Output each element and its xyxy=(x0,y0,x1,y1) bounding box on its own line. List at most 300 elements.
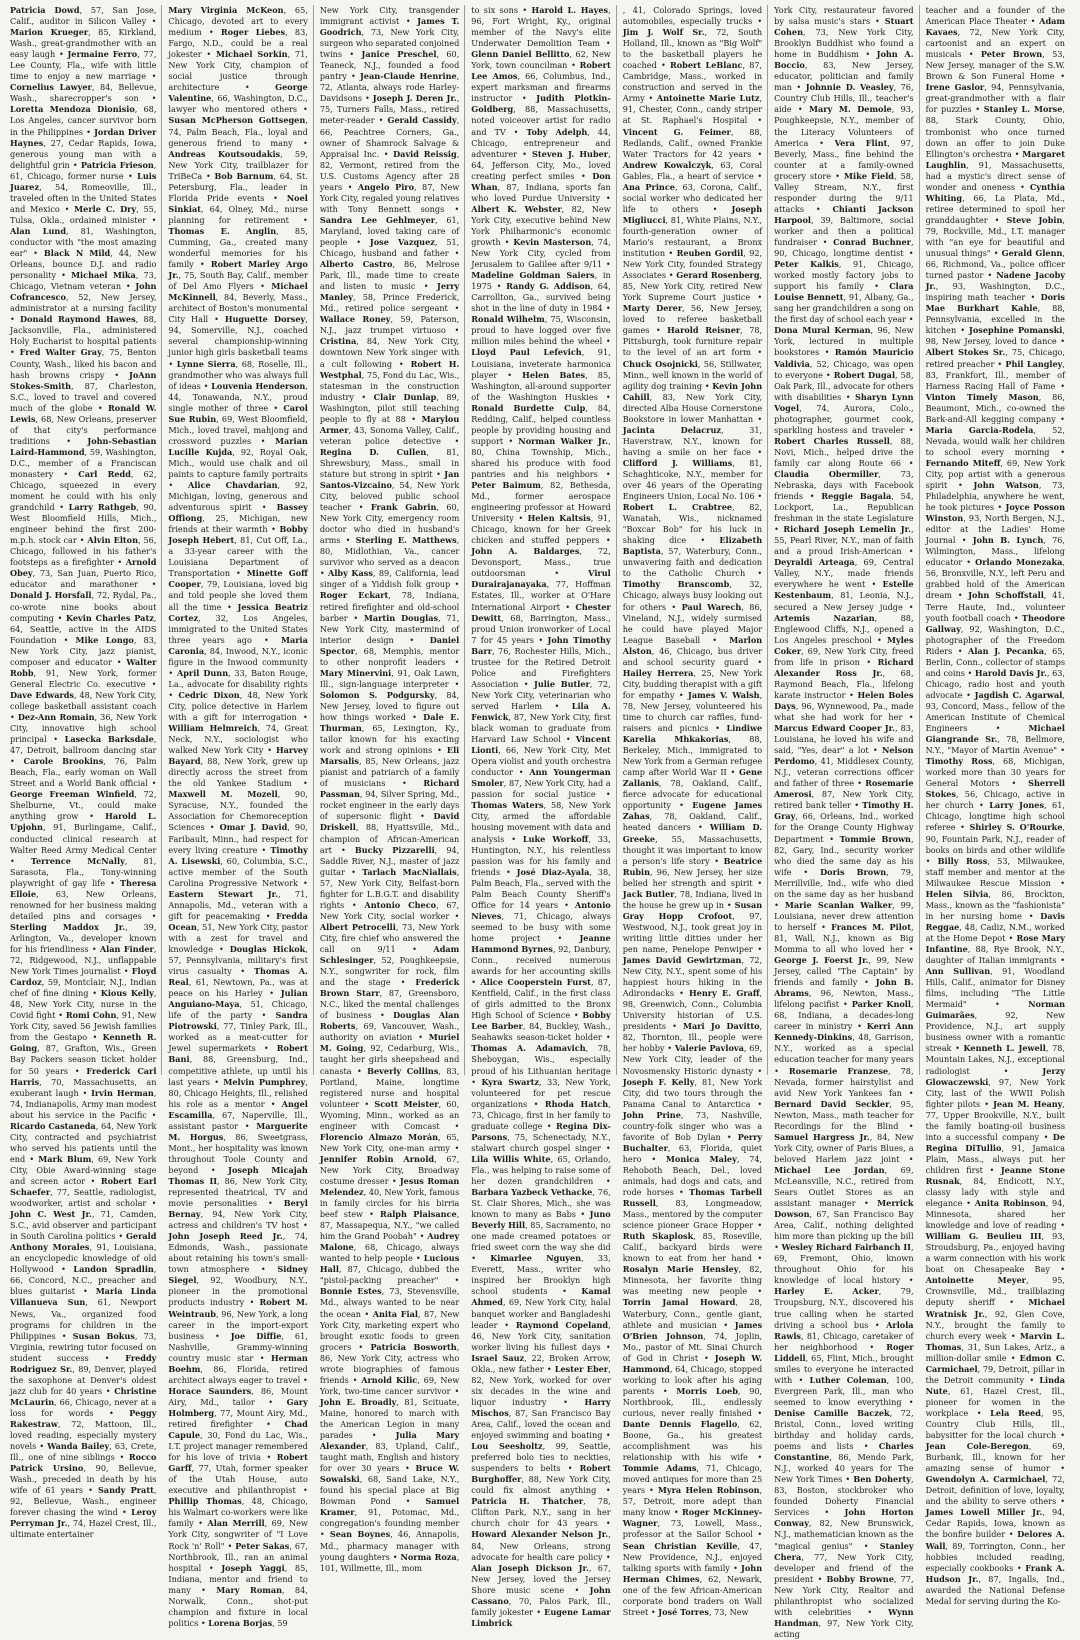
person-description: , 79, Troupsburg, N.Y., discovered his true calling when he started driving a school bus xyxy=(774,1286,914,1330)
person-name: Perry Buchalter xyxy=(622,1131,763,1153)
person-name: Daniel Spector xyxy=(319,634,460,656)
entry-separator: • xyxy=(237,1120,257,1131)
person-description: , 55, Pearl River, N.Y., man of faith and a proud Irish-American xyxy=(774,524,914,557)
column-text xyxy=(320,5,459,1574)
person-name: Phil Langley xyxy=(1005,358,1063,369)
entry-separator: • xyxy=(752,16,763,27)
person-name: Terrence McNally xyxy=(30,855,125,866)
person-description: , 83, Upland, Calif., taught math, English and history for over 30 years xyxy=(319,1441,460,1474)
entry-separator: • xyxy=(137,579,157,590)
person-name: Jean-Claude Henrine xyxy=(359,71,457,82)
entry-separator: • xyxy=(448,248,460,259)
person-description: , 74, Hazel Crest, Ill., ultimate entertainer xyxy=(10,1518,157,1540)
person-description: , 90, Northbrook, Ill., endlessly curious, never really finished xyxy=(622,1385,763,1418)
person-name: Joseph J. Deren Jr. xyxy=(372,93,457,104)
entry-separator: • xyxy=(75,1286,96,1297)
person-description: , 78, Indiana, retired firefighter and old-school barber xyxy=(319,590,460,623)
text-column-2 xyxy=(161,5,312,1628)
person-description: , 83, New Jersey, educator, politician and family man xyxy=(774,60,914,93)
entry-separator: • xyxy=(901,457,914,468)
person-name: Arnold Kilic xyxy=(361,1374,418,1385)
entry-separator: • xyxy=(666,1021,683,1032)
entry-separator: • xyxy=(85,1175,101,1186)
person-name: Alvin Elton xyxy=(87,535,139,546)
person-description: , 78, Pittsburgh, took furniture repair to the level of an art form xyxy=(622,325,763,358)
person-name: Marty Derer xyxy=(622,303,683,314)
person-name: Valerie Pavlova xyxy=(674,1043,744,1054)
person-description: , 73, Nebraska, days with Facebook friends xyxy=(774,468,914,502)
person-name: William G. Beulieu III xyxy=(925,1231,1042,1242)
person-description: , 76, Palm Beach, Fla., early woman on Wall Street and a World Bank official xyxy=(10,756,157,789)
entry-separator: • xyxy=(709,855,724,866)
entry-separator: • xyxy=(351,1065,368,1076)
person-name: David Reissig xyxy=(393,148,457,159)
person-name: Solomon S. Podgursky xyxy=(319,689,435,700)
entry-separator: • xyxy=(449,1142,460,1153)
entry-separator: • xyxy=(999,778,1029,789)
person-name: Eugene Lamar Limbrick xyxy=(471,1606,611,1628)
entry-separator: • xyxy=(599,535,611,546)
person-name: Wanda Bailey xyxy=(47,1441,110,1452)
person-description: , 52, New Jersey, administrator at a nursing facility xyxy=(10,292,157,314)
entry-separator: • xyxy=(297,104,308,115)
person-description: , 66, Columbus, Ind., expert marksman and firearms instructor xyxy=(471,71,611,104)
entry-separator: • xyxy=(268,402,284,413)
person-name: Sharyn Lynn Vogel xyxy=(774,391,914,413)
person-description: , 89, Denver, played the saxophone at Denver's oldest jazz club for 40 years xyxy=(10,1363,157,1396)
person-description: , 70, Massachusetts, an exuberant laugh xyxy=(10,1076,157,1098)
person-description: , 72, Ridgewood, N.J., unflappable New York Times journalist xyxy=(10,943,157,977)
person-name: Vincent G. Feimer xyxy=(622,126,731,137)
person-description: , 69, Central Valley, N.Y., made friends everywhere he went xyxy=(774,557,914,590)
person-name: Parker Knoll xyxy=(851,999,911,1010)
entry-separator: • xyxy=(297,877,308,888)
entry-separator: • xyxy=(547,1286,582,1297)
person-name: Michael Sorkin xyxy=(215,49,288,60)
person-description: , 51, Chicago, husband and father xyxy=(319,236,460,259)
entry-separator: • xyxy=(600,1341,611,1352)
person-description: , 62, New York, town councilman xyxy=(471,49,611,71)
entry-separator: • xyxy=(1026,16,1040,27)
person-name: Stanley Chera xyxy=(774,1540,914,1562)
person-name: Sandra Lee Gehlmeyer xyxy=(319,214,436,225)
person-description: , 86, Mendo Park, N.J., worked 40 years for The New York Times xyxy=(774,1452,914,1485)
person-description: , 84, New York City, owner of Paris Blues, a beloved Harlem jazz joint xyxy=(774,1131,914,1164)
person-description: , 96, Wynnewood, Pa., made what she had work for her xyxy=(774,700,914,722)
person-name: Arnold Obey xyxy=(10,557,157,579)
person-description: , 97, Westwood, N.J., took great joy in writing little ditties under her pen name, Penelope Penwiper xyxy=(622,910,763,954)
entry-separator: • xyxy=(1015,181,1030,192)
entry-separator: • xyxy=(1021,910,1041,921)
person-description: , 75, Chicago, retired preacher xyxy=(925,347,1065,369)
entry-separator: • xyxy=(56,270,72,281)
entry-separator: • xyxy=(903,943,914,954)
entry-separator: • xyxy=(1056,1220,1065,1231)
person-description: , 91, Albany, Ga., sang her grandchildren a song on the first day of school each year xyxy=(774,292,914,325)
person-name: José Diaz-Ayala xyxy=(516,866,590,877)
person-description: , 64, Jefferson City, Mo., loved creating perfect smiles xyxy=(471,148,611,181)
entry-separator: • xyxy=(982,1164,1001,1175)
person-name: Carl Redd xyxy=(78,468,131,479)
entry-separator: • xyxy=(121,281,136,292)
person-description: , 33, Huntington, N.Y., his relentless passion was for his family and friends xyxy=(471,833,611,877)
entry-separator: • xyxy=(853,1441,879,1452)
person-name: Cornelius Lawyer xyxy=(10,82,92,93)
entry-separator: • xyxy=(597,468,611,479)
person-name: Regina Dix-Parsons xyxy=(471,1120,611,1142)
entry-separator: • xyxy=(990,248,1002,259)
person-description: , 54, Romeoville, Ill., traveled often in the United States and Mexico xyxy=(10,181,157,214)
person-description: , 79, Detroit, pillar in the Detroit community xyxy=(925,1363,1065,1385)
obituary-entry xyxy=(320,668,459,689)
person-description: , 33, Everett, Mass., writer who inspired her Brooklyn high school students xyxy=(471,1253,611,1297)
entry-separator: • xyxy=(145,678,157,689)
person-description: , 25, New York City, budding therapist with a gift for empathy xyxy=(622,667,763,700)
person-name: Bobby Joseph Hebert xyxy=(168,524,308,546)
entry-separator: • xyxy=(546,1396,585,1407)
entry-separator: • xyxy=(839,999,852,1010)
person-description: , 93, Stroudsburg, Pa., enjoyed having a warm connection with his work boat on Chesapeake Bay xyxy=(925,1231,1066,1275)
person-description: , 67, New York City, Broadway costume dresser xyxy=(319,1153,460,1186)
person-name: Lynne Sierra xyxy=(176,358,236,369)
person-description: , 39, Baltimore, social worker and then a political fundraiser xyxy=(774,214,914,247)
person-description: , 86, Mount Airy, Md., tailor xyxy=(168,1385,308,1407)
person-name: Toby Adelph xyxy=(526,126,588,137)
person-name: Chester Dewitt xyxy=(471,601,611,623)
person-name: George Freeman Winfield xyxy=(10,789,135,800)
person-description: , 48, New York City, police detective in Harlem with a gift for interrogation xyxy=(168,689,308,722)
entry-separator: • xyxy=(201,1562,222,1573)
person-description: , 63, Coral Gables, Fla., a heart of service xyxy=(622,159,763,181)
person-description: , 81, Shrewsbury, Mass., small in stature but strong in spirit xyxy=(319,446,460,479)
person-description: , 92, Woodbury, N.Y., pioneer in the promotional products industry xyxy=(168,1275,308,1308)
person-description: , 87, Charleston, S.C., loved to travel and covered much of the globe xyxy=(10,380,157,413)
person-description: , 66, Chicago, never at a loss for words xyxy=(10,1396,157,1418)
person-description: , 61, Newport News, Va., organized food programs for children in the Philippines xyxy=(10,1297,157,1341)
entry-separator: • xyxy=(851,800,863,811)
person-name: Joseph Yaggi xyxy=(221,1562,285,1573)
entry-separator: • xyxy=(257,1198,284,1209)
entry-separator: • xyxy=(1013,1562,1026,1573)
person-description: , 66, Washington, D.C., lawyer who mentored others xyxy=(168,93,308,115)
person-name: Norman Walker Jr. xyxy=(518,435,609,446)
person-description: , 82, New York City, executive behind New York Philharmonic's economic growth xyxy=(471,203,611,247)
person-name: Denise Camille Baczek xyxy=(774,1407,890,1418)
entry-separator: • xyxy=(374,115,388,126)
person-description: , 59, Montclair, N.J., Indian chef of fine dining xyxy=(10,977,157,999)
person-description: , 60, Columbia, S.C., active member of the South Carolina Progressive Network xyxy=(168,855,308,888)
entry-separator: • xyxy=(53,1264,74,1275)
entry-separator: • xyxy=(644,93,657,104)
obituary-entry xyxy=(471,1043,610,1075)
entry-separator: • xyxy=(745,568,763,579)
entry-separator: • xyxy=(574,170,593,181)
person-name: Clara Louise Bennett xyxy=(774,281,914,303)
person-description: , 62, Boone, Ga., his greatest accomplishment was his relationship with his wife xyxy=(622,1419,763,1463)
person-description: , 87, New York City, had a passion for social justice xyxy=(471,778,611,800)
person-description: , 66, New York City, Met Opera violist and youth orchestra conductor xyxy=(471,745,611,778)
person-description: , 72, Devonsport, Mass., true outdoorsman xyxy=(471,546,611,579)
entry-separator: • xyxy=(857,977,876,988)
person-description: , 66, Peachtree Corners, Ga., owner of Shamrock Salvage & Appraisal Inc. xyxy=(319,115,460,159)
entry-separator: • xyxy=(750,292,763,303)
person-name: Melvin Pumphrey xyxy=(223,1076,306,1087)
person-name: Timothy Ross xyxy=(925,756,993,767)
person-description: , 65, Orlando, Fla., was helping to raise some of her dozen grandchildren xyxy=(471,1153,611,1186)
person-name: Antonio Nieves xyxy=(471,899,611,921)
person-description: , 85, Sacramento, no one made creamed potatoes or fried sweet corn the way she did xyxy=(471,1220,611,1253)
obituary-entry xyxy=(623,1231,762,1263)
person-description: , 88, Englewood Cliffs, N.J., opened a Los Angeles preschool xyxy=(774,612,914,645)
person-name: Douglas Alan Roberts xyxy=(319,1010,460,1032)
person-description: , 64, St. Petersburg, Fla., leader in Florida Pride events xyxy=(168,170,308,203)
person-name: Roger Liddell xyxy=(774,1341,914,1363)
entry-separator: • xyxy=(720,1131,738,1142)
text-column-6 xyxy=(767,5,918,1639)
entry-separator: • xyxy=(440,435,460,446)
person-name: Mary Roman xyxy=(216,1584,283,1595)
entry-separator: • xyxy=(952,645,969,656)
entry-separator: • xyxy=(354,391,374,402)
entry-separator: • xyxy=(845,689,858,700)
person-name: Jesus Roman Melendez xyxy=(319,1175,460,1198)
entry-separator: • xyxy=(593,1175,611,1186)
person-name: Jean M. Heany xyxy=(993,1098,1063,1109)
person-description: , 91, New York, former General Electric Co. executive xyxy=(10,667,157,689)
person-name: Albert K. Webster xyxy=(471,203,562,214)
person-name: Israel Sauz xyxy=(471,1352,525,1363)
entry-separator: • xyxy=(813,1573,827,1584)
person-description: , 61, Hazel Crest, Ill., pioneer for women in the workplace xyxy=(925,1385,1065,1418)
person-name: Mari Jo Davitto xyxy=(682,1021,760,1032)
person-description: , 46, Annapolis, Md., pharmacy manager with young daughters xyxy=(319,1529,460,1562)
entry-separator: • xyxy=(432,468,445,479)
person-name: Clair Dunlap xyxy=(373,391,437,402)
person-name: Nadene Jacoby Jr. xyxy=(925,270,1065,292)
person-description: , 83, Frankfort, Ill., member of Harness Racing Hall of Fame xyxy=(925,358,1065,391)
person-name: April Dunn xyxy=(176,667,229,678)
person-description: , 73, New York City, surgeon who separated conjoined twins xyxy=(319,27,460,60)
person-name: Walter Robb xyxy=(10,656,157,678)
person-description: , 91, Chicago, known for her Greek chicken and stuffed peppers xyxy=(471,513,611,546)
person-name: Gary Holmberg xyxy=(168,1396,308,1418)
person-description: , 41, Middlesex County, N.J., veteran corrections officer and father of three xyxy=(774,756,914,789)
person-description: , 77, Utah, former speaker of the Utah House, auto executive and philanthropist xyxy=(168,1463,308,1496)
person-description: , 40, New York, famous in family circles for his birria beef stew xyxy=(319,1187,460,1220)
person-name: Huguette Dorsey xyxy=(224,314,306,325)
entry-separator: • xyxy=(342,181,358,192)
person-description: , 61, Nashville, Grammy-winning country music star xyxy=(168,1330,308,1363)
entry-separator: • xyxy=(450,1385,460,1396)
person-description: , 94, Pennsylvania, great-grandmother with a flair for puzzles xyxy=(925,82,1065,115)
person-description: , 73, Virginia, rewiring tutor focused on student success xyxy=(10,1330,157,1363)
person-description: , 76, St. Clair Shores, Mich., she was known to many as Babs xyxy=(471,1187,611,1220)
person-description: , 71, Chicago, always seemed to be busy with some home project xyxy=(471,910,611,943)
person-name: Delores A. Wall xyxy=(925,1529,1065,1551)
entry-separator: • xyxy=(347,236,370,247)
entry-separator: • xyxy=(901,1396,914,1407)
column-text xyxy=(168,5,307,1629)
person-name: Mike Longo xyxy=(75,634,134,645)
person-name: John Watson xyxy=(973,480,1039,491)
entry-separator: • xyxy=(392,358,411,369)
person-description: , 31, Haverstraw, N.Y., known for having a smile on her face xyxy=(622,424,763,457)
entry-separator: • xyxy=(1056,955,1065,966)
person-name: Rose Mary Infantine xyxy=(925,932,1065,954)
entry-separator: • xyxy=(193,1518,208,1529)
entry-separator: • xyxy=(753,170,763,181)
person-description: , 60, Wyoming, Minn., worked as an engineer with Comcast xyxy=(319,1098,460,1131)
person-name: Ramón Mauricio Valdivia xyxy=(774,347,914,369)
person-description: , 65, New York City, one-man army xyxy=(319,1131,460,1153)
entry-separator: • xyxy=(260,910,277,921)
entry-separator: • xyxy=(146,16,157,27)
entry-separator: • xyxy=(649,325,668,336)
person-description: , 91, Jamaica Plain, Mass., always put her children first xyxy=(925,1142,1065,1175)
person-name: Marian Lucille Kujda xyxy=(168,435,308,457)
person-description: , 93, North Bergen, N.J., editor at the Ladies' Home Journal xyxy=(925,513,1065,546)
person-name: Leroy Perryman Jr. xyxy=(10,1507,157,1529)
person-description: , 61, Chicago, longtime high school referee xyxy=(925,800,1065,833)
entry-separator: • xyxy=(288,214,308,225)
person-description: , 65, Lexington, Ky., tailor known for his exacting work and strong opinions xyxy=(319,723,460,756)
person-name: Sandra Piotrowski xyxy=(168,1010,308,1032)
person-name: Angelo Piro xyxy=(357,181,415,192)
entry-separator: • xyxy=(471,977,481,988)
person-name: Antoinette Marie Lutz xyxy=(656,93,760,104)
person-name: Arlola Rawls xyxy=(774,1319,914,1341)
person-description: , 87, Kentfield, Calif., in the first class of girls admitted to the Bronx High School of Science xyxy=(471,977,611,1021)
entry-separator: • xyxy=(69,159,81,170)
person-name: Dale E. Thurman xyxy=(319,712,460,734)
obituary-entry xyxy=(926,425,1065,457)
entry-separator: • xyxy=(1005,1529,1018,1540)
entry-separator: • xyxy=(527,1098,545,1109)
obituary-entry xyxy=(623,5,762,26)
entry-separator: • xyxy=(115,1231,126,1242)
person-name: Mark Blum xyxy=(38,1153,92,1164)
entry-separator: • xyxy=(1054,71,1065,82)
person-description: , 27, Cedar Rapids, Iowa, generous young man with a delightful grin xyxy=(10,137,157,170)
entry-separator: • xyxy=(955,535,973,546)
entry-separator: • xyxy=(747,1452,763,1463)
person-name: Sterling E. Matthews xyxy=(355,535,457,546)
entry-separator: • xyxy=(791,104,810,115)
obituary-entry xyxy=(774,436,913,468)
person-description: , 69, West Bloomfield, Mich., loved travel, mahjong and crossword puzzles xyxy=(168,413,308,446)
person-name: Jerry Manley xyxy=(319,281,460,303)
person-description: , 48, Garrison, N.Y., worked as a special education teacher for many years xyxy=(774,1032,914,1065)
entry-separator: • xyxy=(791,866,821,877)
person-description: , 48, New York City, nurse in the Covid fight xyxy=(10,988,157,1021)
column-text xyxy=(774,5,913,1640)
person-description: , 100, Evergreen Park, Ill., man who seemed to know everything xyxy=(774,1374,914,1407)
entry-separator: • xyxy=(1056,1430,1065,1441)
person-description: , 68, Memphis, mentor to other nonprofit leaders xyxy=(319,645,460,667)
entry-separator: • xyxy=(360,1308,373,1319)
text-column-7 xyxy=(919,5,1070,1606)
entry-separator: • xyxy=(379,148,394,159)
person-name: Rocco Patrick Ursino xyxy=(10,1452,157,1474)
person-name: James V. Walsh xyxy=(687,689,760,700)
person-name: Kamal Ahmed xyxy=(471,1286,611,1308)
person-description: , 95, Newton, Mass., math teacher for Recordings for the Blind xyxy=(774,1098,914,1131)
obituary-entry xyxy=(471,314,610,346)
person-description: , 64, Chicago, stopped working to look after his aging parents xyxy=(622,1363,763,1396)
obituary-entry xyxy=(471,5,518,15)
person-description: , 74, Aurora, Colo., photographer, gourmet cook, sparkling hostess and traveler xyxy=(774,402,914,435)
entry-separator: • xyxy=(123,170,138,181)
person-description: , 60, New York City, emergency room doctor who died in husband's arms xyxy=(319,502,460,546)
person-name: Lorena Borjas xyxy=(208,1617,273,1628)
person-description: , 89, California, lead singer of a Yiddish folk group xyxy=(319,568,460,590)
obituary-entry xyxy=(623,1264,762,1296)
person-description: , 64, Olney, Md., nurse planning for retirement xyxy=(168,203,308,225)
person-description: , 96, New York, lectured in multiple bookstores xyxy=(774,325,914,358)
person-name: Joseph W. Hammond xyxy=(622,1352,763,1374)
person-name: Marcus Edward Cooper Jr. xyxy=(774,723,895,734)
entry-separator: • xyxy=(966,999,1029,1010)
person-name: Kenneth L. Jewell xyxy=(963,1043,1046,1054)
entry-separator: • xyxy=(968,1407,991,1418)
person-name: Thomas E. Anglin xyxy=(168,225,277,236)
entry-separator: • xyxy=(93,1407,130,1418)
entry-separator: • xyxy=(168,358,177,369)
person-description: , 91, New York City, saved 56 Jewish families from the Gestapo xyxy=(10,1010,157,1043)
obituary-entry xyxy=(926,1441,1065,1473)
entry-separator: • xyxy=(1039,1131,1053,1142)
person-description: , 91, Potomac, Md., congregation's founding member xyxy=(319,1507,460,1529)
person-description: , 86, Sweetgrass, Mont., her hospitality was known throughout Toole County and beyond xyxy=(168,1131,308,1175)
person-description: , 88, Novi, Mich., helped drive the family car along Route 66 xyxy=(774,435,914,468)
person-name: Samuel Hargress Jr. xyxy=(774,1131,870,1142)
person-name: Ricardo Castaneda xyxy=(10,1120,96,1131)
person-name: Janice Preschel xyxy=(361,49,437,60)
person-description: , 93, Concord, Mass., fellow of the American Institute of Chemical Engineers xyxy=(925,689,1065,734)
entry-separator: • xyxy=(1025,292,1041,303)
entry-separator: • xyxy=(251,502,277,513)
entry-separator: • xyxy=(774,1242,782,1253)
person-name: Jermaine Ferro xyxy=(67,49,138,60)
entry-separator: • xyxy=(295,1485,308,1496)
person-name: Gwendolyn A. Carmichael xyxy=(925,1474,1046,1485)
person-description: , 69, New York City, halal banquet worker and Bangladeshi leader xyxy=(471,1297,611,1330)
person-name: William D. Greeke xyxy=(622,822,763,844)
person-name: Muriel M. Going xyxy=(319,1032,460,1054)
entry-separator: • xyxy=(105,877,120,888)
person-description: , 69, New York City, leader of the Novosmensky Historic dynasty xyxy=(622,1043,763,1076)
person-name: Thomas Waters xyxy=(471,800,544,811)
entry-separator: • xyxy=(146,1109,157,1120)
entry-separator: • xyxy=(994,502,1006,513)
person-description: , 54, Lockport, La., Republican freshman in the state Legislature xyxy=(774,491,914,524)
entry-separator: • xyxy=(10,347,20,358)
person-name: Merle C. Dry xyxy=(74,203,137,214)
person-name: Joseph F. Kelly xyxy=(622,1076,695,1087)
person-description: teacher and a founder of the American Place Theater xyxy=(925,5,1065,27)
obituary-entry xyxy=(320,1132,459,1153)
person-name: Sandy Pratt xyxy=(97,1485,154,1496)
person-description: , 85, Roseville, Calif., backyard birds were known to eat from her hand xyxy=(622,1231,763,1264)
person-name: Maxwell M. Mozell xyxy=(168,789,278,800)
person-description: , 86, New York City, actress who wrote biographies of famous friends xyxy=(319,1341,460,1385)
person-name: Timothy Branscomb xyxy=(622,579,730,590)
person-description: , 91, Chester, Conn., candy striper at St. Raphael's Hospital xyxy=(622,93,763,126)
entry-separator: • xyxy=(1005,932,1017,943)
person-description: , 67, New York City, social worker xyxy=(319,899,460,921)
column-text xyxy=(471,5,610,1629)
person-description: , 97, New York City, last of the WWII Polish fighter pilots xyxy=(925,1076,1065,1109)
